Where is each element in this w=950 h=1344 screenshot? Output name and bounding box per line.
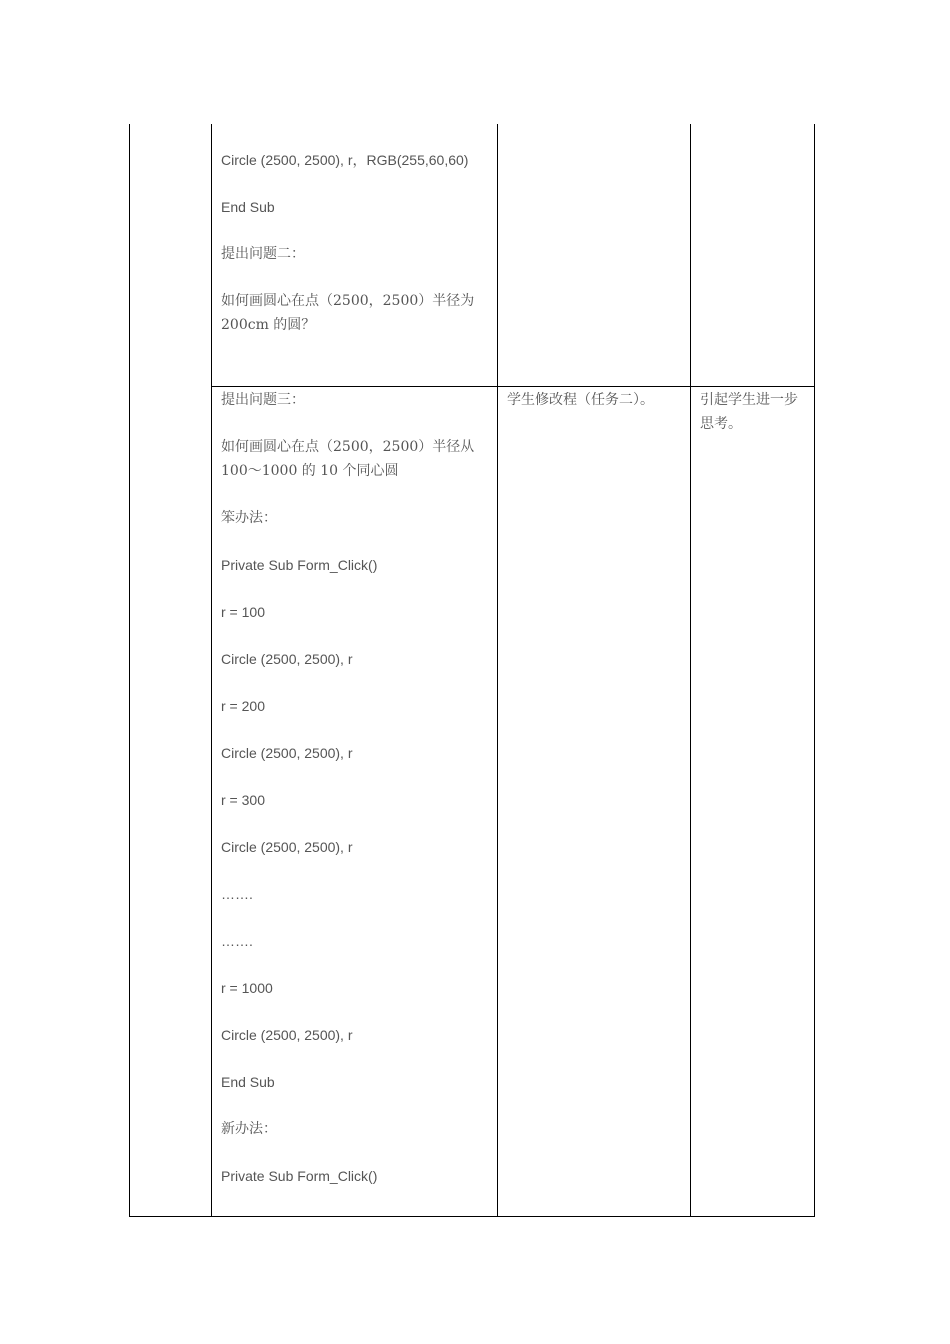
code-line: End Sub: [221, 1074, 275, 1090]
method-heading: 笨办法：: [221, 510, 277, 526]
column-divider-2: [497, 124, 498, 1217]
table-border-right: [814, 124, 815, 1217]
column-divider-1: [211, 124, 212, 1217]
question-text: 如何画圆心在点（2500，2500）半径为200cm 的圆？: [221, 293, 475, 333]
code-line: r = 100: [221, 604, 265, 620]
code-line: Private Sub Form_Click(): [221, 1168, 378, 1184]
upper-row-content-cell: [221, 148, 493, 360]
code-line: End Sub: [221, 199, 275, 215]
lower-row-content-cell: [221, 388, 493, 1211]
code-line: Private Sub Form_Click(): [221, 557, 378, 573]
lower-row-design-intent-cell: 引起学生进一步思考。: [700, 392, 798, 432]
code-line: r = 300: [221, 792, 265, 808]
lower-row-student-activity-cell: 学生修改程（任务二）。: [507, 392, 654, 408]
code-line: Circle (2500, 2500), r: [221, 839, 353, 855]
method-heading: 新办法：: [221, 1121, 277, 1137]
row-divider: [211, 386, 815, 387]
code-line: r = 200: [221, 698, 265, 714]
question-text: 如何画圆心在点（2500，2500）半径从 100～1000 的 10 个同心圆: [221, 439, 475, 479]
table-border-left: [129, 124, 130, 1217]
ellipsis-line: …….: [221, 886, 253, 902]
code-line: Circle (2500, 2500), r: [221, 1027, 353, 1043]
code-line: Circle (2500, 2500), r，RGB(255,60,60): [221, 152, 469, 168]
code-line: Circle (2500, 2500), r: [221, 745, 353, 761]
question-heading: 提出问题三：: [221, 392, 305, 408]
question-heading: 提出问题二：: [221, 246, 305, 262]
code-line: r = 1000: [221, 980, 273, 996]
code-line: Circle (2500, 2500), r: [221, 651, 353, 667]
table-border-bottom: [129, 1216, 815, 1217]
column-divider-3: [690, 124, 691, 1217]
ellipsis-line: …….: [221, 933, 253, 949]
